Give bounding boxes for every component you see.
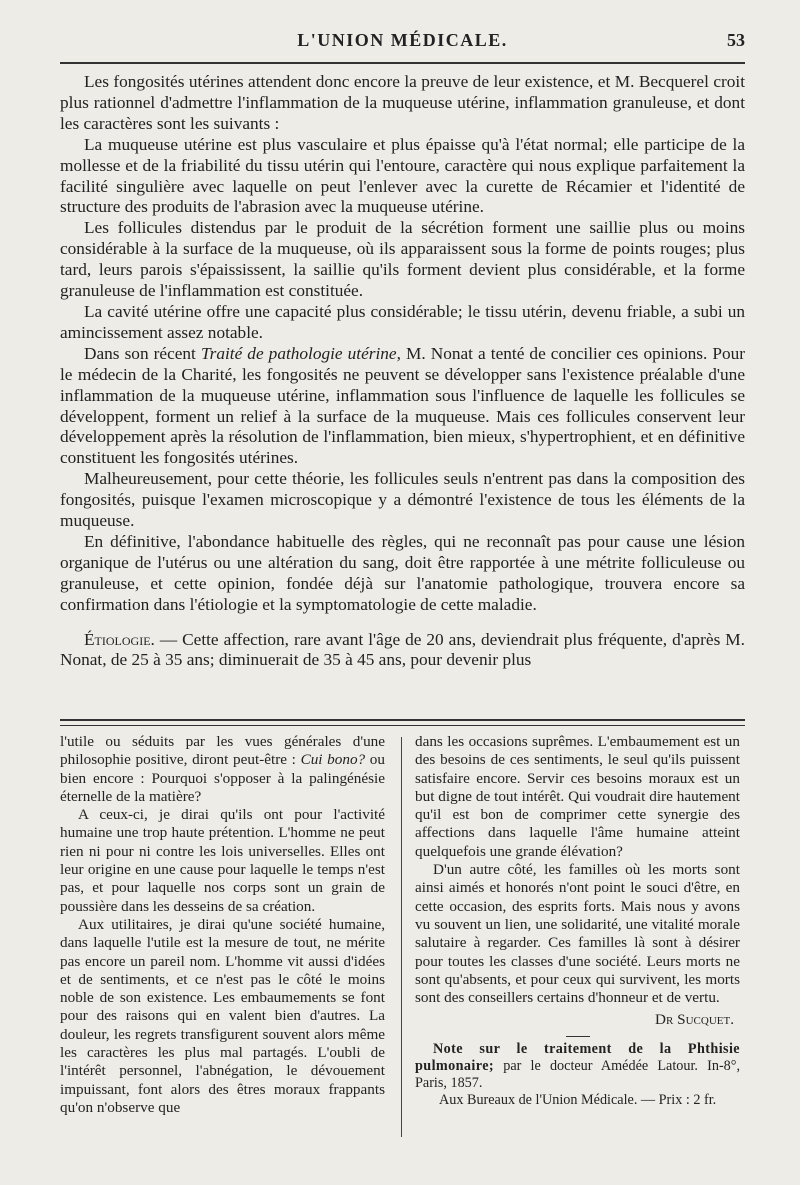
paragraph-etiology: [60, 630, 745, 672]
feuilleton-paragraph: Aux utilitaires, je dirai qu'une société humaine, dans laquelle l'utile est la mesure de tout, ne mérite pas encore un pareil nom. L'homme vit aussi d'idées et de sentiments, et ce n'est pas le côté le moins noble de son existence. Les embaumements se font pour des raisons qui en valent bien d'autres. La douleur, les regrets transfigurent souvent alors même les caractères les plus mal partagés. L'oubli de l'intérêt personnel, l'abnégation, le dévouement impuissant, font alors des êtres moraux frappants qu'on n'observe que: [60, 915, 385, 1116]
feuilleton-paragraph: [60, 733, 385, 806]
page-header: [60, 30, 745, 60]
latin-phrase: Cui bono?: [300, 751, 366, 769]
feuilleton-paragraph: D'un autre côté, les familles où les morts sont ainsi aimés et honorés n'ont point le souci d'être, en cette occasion, des esprits forts. Mais nous y avons vu souvent un lien, une solidarité, une vitalité morale salutaire à regarder. Ces familles là sont à désirer pour toutes les classes d'une société. Leurs morts ne sont qu'absents, et pour ceux qui survivent, les morts sont des conseillers certains d'honneur et de vertu.: [415, 861, 740, 1007]
paragraph-nonat: [60, 344, 745, 469]
paragraph: En définitive, l'abondance habituelle des règles, qui ne reconnaît pas pour cause une lésion organique de l'utérus ou une altération du sang, doit être rapportée à une métrite folliculeuse ou granuleuse, et cette opinion, fondée déjà sur l'anatomie pathologique, trouvera encore sa confirmation dans l'étiologie et la symptomatologie de cette maladie.: [60, 531, 745, 614]
section-heading: Étiologie.: [84, 629, 155, 649]
paragraph: Les fongosités utérines attendent donc encore la preuve de leur existence, et M. Becquerel croit plus rationnel d'admettre l'inflammation de la muqueuse utérine, inflammation granuleuse, et dont les caractères sont les suivants :: [60, 72, 745, 133]
text-run: Dans son récent: [84, 343, 201, 363]
feuilleton-right-column: [415, 733, 740, 1109]
text-run: , M. Nonat a tenté de concilier ces opinions. Pour le médecin de la Charité, les fongosités ne peuvent se développer sans l'existence préalable d'une inflammation de la muqueuse utérine, inflammation sous l'influence de laquelle les follicules se développent, forment un relief à la surface de la muqueuse. Mais ces follicules conservent leur développement après la résolution de l'inflammation, bien mieux, s'hypertrophient, et en définitive constituent les fongosités utérines.: [60, 343, 746, 468]
notice-price: Aux Bureaux de l'Union Médicale. — Prix : 2 fr.: [439, 1091, 717, 1108]
column-divider: [401, 737, 402, 1137]
text-run: l'utile ou séduits par les vues générales d'une philosophie positive, diront peut-être :: [60, 733, 385, 769]
paragraph: Les follicules distendus par le produit de la sécrétion forment une saillie plus ou moins considérable à la surface de la muqueuse, où ils apparaissent sous la forme de points rouges; plus tard, leurs parois s'épaississent, la saillie qu'ils forment devient plus considérable, et la forme granuleuse de l'inflammation est constituée.: [60, 218, 745, 301]
feuilleton-left-column: [60, 733, 385, 1117]
notice-details: par le docteur Amédée Latour. In-8°, Paris, 1857.: [415, 1057, 740, 1091]
page-number: 53: [727, 30, 745, 50]
text-run: ou bien encore : Pourquoi s'opposer à la palingénésie éternelle de la matière?: [60, 751, 385, 805]
paragraph: La muqueuse utérine est plus vasculaire et plus épaisse qu'à l'état normal; elle participe de la mollesse et de la friabilité du tissu utérin qui l'entoure, caractère qui nous explique parfaitement la facilité singulière avec laquelle on peut l'enlever avec la curette de Récamier et l'identité de structure des produits de l'abrasion avec la muqueuse utérine.: [60, 134, 745, 217]
header-rule: [60, 62, 745, 64]
feuilleton-separator: [60, 719, 745, 726]
paragraph: La cavité utérine offre une capacité plus considérable; le tissu utérin, devenu friable, a subi un amincissement assez notable.: [60, 301, 745, 342]
notice-title: Note sur le traitement de la Phthisie pulmonaire;: [415, 1040, 740, 1074]
feuilleton-paragraph: dans les occasions suprêmes. L'embaumement est un des besoins de ces sentiments, le seul qu'ils puissent satisfaire encore. Servir ces besoins moraux est un but digne de tout intérêt. Qui voudrait dire hautement qu'il est bon de comprimer cette synergie des affections dans laquelle l'âme humaine atteint quelquefois une grande élévation?: [415, 733, 740, 860]
main-text: [60, 72, 745, 671]
author-signature: Dr Sucquet.: [655, 1011, 734, 1029]
notice-text: [415, 1041, 740, 1092]
text-run: — Cette affection, rare avant l'âge de 20 ans, deviendrait plus fréquente, d'après M. Nonat, de 25 à 35 ans; diminuerait de 35 à 45 ans, pour devenir plus: [60, 629, 745, 670]
running-head: L'UNION MÉDICALE.: [297, 30, 508, 50]
short-rule: [566, 1036, 590, 1037]
paragraph: Malheureusement, pour cette théorie, les follicules seuls n'entrent pas dans la composition des fongosités, puisque l'examen microscopique y a démontré l'existence de tous les éléments de la muqueuse.: [60, 469, 745, 531]
feuilleton-paragraph: A ceux-ci, je dirai qu'ils ont pour l'activité humaine une trop haute prétention. L'homme ne peut rien ni pour ni contre les lois universelles. Elles ont leur origine en une cause pour laquelle le temps n'est pas, et pour laquelle nos corps sont un grain de poussière dans les desseins de sa création.: [60, 806, 385, 915]
book-title: Traité de pathologie utérine: [200, 343, 397, 363]
book-notice: [415, 1041, 740, 1109]
